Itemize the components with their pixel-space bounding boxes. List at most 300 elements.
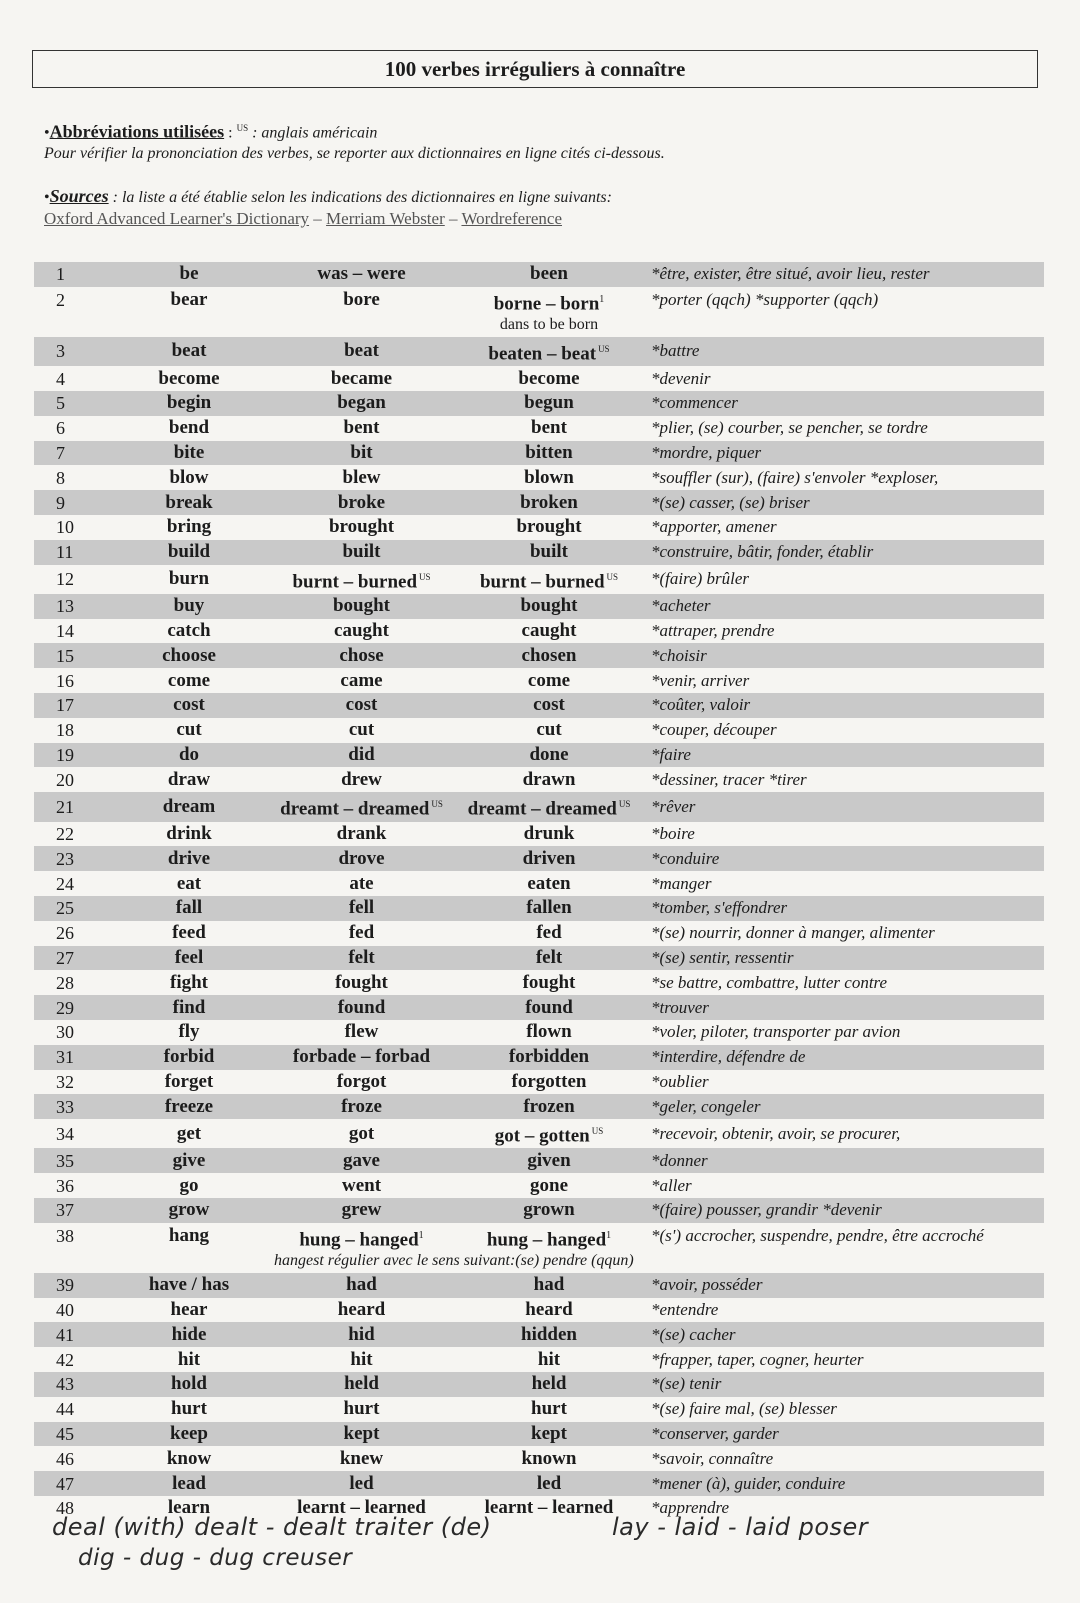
verb-number: 12 — [56, 569, 74, 590]
verb-past-participle: begun — [449, 391, 649, 416]
verb-french-meaning: *se battre, combattre, lutter contre — [651, 972, 888, 992]
verb-row — [34, 693, 1044, 718]
verb-french-meaning: *recevoir, obtenir, avoir, se procurer, — [651, 1123, 901, 1143]
handwritten-note-dig: dig - dug - dug creuser — [78, 1545, 353, 1571]
verb-past-simple: flew — [344, 1021, 379, 1043]
handwritten-note-deal: deal (with) dealt - dealt traiter (de) — [52, 1513, 492, 1541]
verb-base-form: buy — [104, 594, 274, 619]
verb-past-simple: kept — [274, 1422, 449, 1447]
verb-past-participle: beaten – beat $^{US}$ — [449, 337, 649, 366]
verb-french-meaning: *couper, découper — [651, 720, 777, 740]
verb-base-form: fight — [170, 971, 208, 993]
verb-row — [34, 767, 1044, 792]
abbrev-text: : anglais américain — [248, 124, 378, 142]
verb-past-participle: been — [449, 262, 649, 287]
verb-past-simple: dreamt – dreamed $^{US}$ — [274, 792, 449, 821]
verb-past-participle: kept — [449, 1422, 649, 1447]
verb-past-simple: bit — [274, 441, 449, 466]
verb-row — [34, 416, 1044, 441]
verb-french-meaning: *tomber, s'effondrer — [649, 896, 1044, 921]
verb-base-form: forget — [164, 1070, 214, 1092]
verb-number: 5 — [34, 391, 104, 416]
verb-row — [34, 1094, 1044, 1119]
verb-past-simple: hit — [350, 1348, 373, 1370]
verb-row — [34, 441, 1044, 466]
verb-past-simple: led — [274, 1471, 449, 1496]
verb-past-participle: cut — [536, 719, 562, 741]
verb-row — [34, 366, 1044, 391]
verb-french-meaning: *conserver, garder — [649, 1422, 1044, 1447]
verb-row — [34, 1397, 1044, 1422]
verb-row — [34, 594, 1044, 619]
verb-base-form: hang — [168, 1224, 210, 1246]
source-oxford: Oxford Advanced Learner's Dictionary — [44, 209, 310, 229]
verb-row — [34, 668, 1044, 693]
verb-past-simple: burnt – burned $^{US}$ — [292, 570, 431, 592]
verb-french-meaning: *interdire, défendre de — [649, 1045, 1044, 1070]
verb-row — [34, 643, 1044, 668]
verb-row — [34, 995, 1044, 1020]
verb-row — [34, 1322, 1044, 1347]
verb-number: 47 — [34, 1471, 104, 1496]
verb-french-meaning: *conduire — [649, 846, 1044, 871]
verb-base-form: go — [179, 1174, 199, 1196]
verb-row — [34, 822, 1044, 847]
verb-past-simple: got — [348, 1122, 375, 1144]
verb-number: 22 — [56, 823, 74, 844]
verb-number: 27 — [34, 946, 104, 971]
us-mark: US — [591, 1126, 604, 1137]
verb-french-meaning: *(se) sentir, ressentir — [649, 946, 1044, 971]
verb-french-meaning: *oublier — [651, 1071, 709, 1091]
verb-base-form: break — [104, 490, 274, 515]
verb-number: 46 — [56, 1448, 74, 1469]
verb-number: 1 — [34, 262, 104, 287]
verb-past-simple: bought — [274, 594, 449, 619]
verb-base-form: begin — [104, 391, 274, 416]
verb-french-meaning: *manger — [651, 873, 712, 893]
verb-past-participle: bent — [531, 417, 567, 439]
verb-number: 25 — [34, 896, 104, 921]
verb-number: 24 — [56, 873, 74, 894]
verb-base-form: choose — [104, 643, 274, 668]
sources-text: : la liste a été établie selon les indications des dictionnaires en ligne suivants: — [108, 189, 612, 207]
verb-number: 40 — [56, 1300, 74, 1320]
verb-base-form: feed — [172, 922, 206, 944]
verb-number: 36 — [56, 1175, 74, 1196]
handwritten-note-lay: lay - laid - laid poser — [612, 1513, 869, 1541]
verb-past-simple: came — [340, 669, 383, 691]
verb-number: 3 — [34, 337, 104, 366]
verb-base-form: know — [166, 1447, 212, 1469]
verb-base-form: give — [104, 1148, 274, 1173]
verb-past-participle: cost — [449, 693, 649, 718]
verb-french-meaning: *(se) faire mal, (se) blesser — [651, 1399, 837, 1419]
verb-number: 7 — [34, 441, 104, 466]
verb-number: 6 — [56, 418, 65, 439]
verb-base-form: keep — [104, 1422, 274, 1447]
verb-past-simple: felt — [274, 946, 449, 971]
verb-base-form: cost — [104, 693, 274, 718]
verb-past-simple: ate — [349, 872, 374, 894]
verb-row — [34, 1173, 1044, 1198]
verb-base-form: be — [104, 262, 274, 287]
verb-past-simple: did — [274, 743, 449, 768]
verb-french-meaning: *avoir, posséder — [649, 1273, 1044, 1298]
verb-french-meaning: *mener (à), guider, conduire — [649, 1471, 1044, 1496]
abbrev-label: Abbréviations utilisées — [49, 121, 225, 142]
verb-french-meaning: *frapper, taper, cogner, heurter — [651, 1349, 864, 1369]
verb-past-participle: fallen — [449, 896, 649, 921]
verb-past-simple: went — [341, 1174, 382, 1196]
verb-past-participle: drawn — [522, 768, 576, 790]
verb-number: 37 — [34, 1198, 104, 1223]
verb-past-participle: learnt – learned — [484, 1497, 614, 1519]
verb-base-form: lead — [104, 1471, 274, 1496]
verb-past-simple: knew — [339, 1447, 384, 1469]
verb-past-participle: dreamt – dreamed $^{US}$ — [449, 792, 649, 821]
verb-base-form: hurt — [171, 1398, 207, 1420]
verb-row — [34, 1347, 1044, 1372]
sources-label: Sources — [49, 186, 109, 207]
verb-base-form: do — [104, 743, 274, 768]
verb-base-form: bring — [166, 516, 212, 538]
verb-base-form: get — [176, 1122, 202, 1144]
verb-past-simple: forgot — [336, 1070, 387, 1092]
verb-number: 11 — [34, 540, 104, 565]
verb-number: 31 — [34, 1045, 104, 1070]
verb-past-simple: cut — [348, 719, 375, 741]
verb-past-participle: gone — [530, 1174, 568, 1196]
verb-past-participle: chosen — [449, 643, 649, 668]
verb-french-meaning: *rêver — [649, 792, 1044, 821]
verb-row — [34, 921, 1044, 946]
verb-french-meaning: *(faire) pousser, grandir *devenir — [649, 1198, 1044, 1223]
verb-past-participle: bitten — [449, 441, 649, 466]
verb-number: 19 — [34, 743, 104, 768]
verb-past-participle: fed — [536, 922, 562, 944]
verb-past-participle: done — [449, 743, 649, 768]
verb-past-participle: bought — [449, 594, 649, 619]
verb-row — [34, 1298, 1044, 1323]
verb-number: 21 — [34, 792, 104, 821]
verb-table — [34, 262, 1044, 1521]
verb-row — [34, 1223, 1044, 1273]
verb-french-meaning: *être, exister, être situé, avoir lieu, rester — [649, 262, 1044, 287]
verb-number: 15 — [34, 643, 104, 668]
verb-row — [34, 1273, 1044, 1298]
verb-past-participle: caught — [521, 620, 577, 642]
verb-number: 20 — [56, 769, 74, 790]
verb-base-form: learn — [167, 1497, 211, 1519]
verb-number: 18 — [56, 720, 74, 741]
sources-list: Oxford Advanced Learner's Dictionary – Merriam Webster – Wordreference — [44, 209, 563, 229]
verb-number: 14 — [56, 621, 74, 642]
verb-french-meaning: *(se) tenir — [649, 1372, 1044, 1397]
verb-past-simple: hung – hanged$^1$ hangest régulier avec le sens suivant:(se) pendre (qqun) — [274, 1229, 634, 1270]
verb-past-simple: built — [274, 540, 449, 565]
verb-past-simple: learnt – learned — [297, 1497, 426, 1519]
verb-past-participle: held — [449, 1372, 649, 1397]
verb-french-meaning: *construire, bâtir, fonder, établir — [649, 540, 1044, 565]
verb-number: 48 — [56, 1498, 74, 1519]
verb-base-form: catch — [167, 620, 211, 642]
verb-past-participle: hurt — [531, 1398, 567, 1420]
verb-number: 10 — [56, 517, 74, 538]
verb-base-form: grow — [104, 1198, 274, 1223]
verb-french-meaning: *donner — [649, 1148, 1044, 1173]
verb-french-meaning: *apporter, amener — [651, 517, 777, 537]
verb-past-simple: brought — [328, 516, 395, 538]
verb-past-participle: forgotten — [511, 1070, 587, 1092]
verb-french-meaning: *aller — [651, 1175, 692, 1195]
verb-number: 35 — [34, 1148, 104, 1173]
verb-past-participle: known — [521, 1447, 577, 1469]
us-mark: US — [606, 571, 619, 582]
verb-french-meaning: *battre — [649, 337, 1044, 366]
verb-past-simple: bent — [343, 417, 380, 439]
source-merriam-webster: Merriam Webster — [326, 209, 445, 229]
verb-french-meaning: *apprendre — [651, 1498, 730, 1518]
verb-past-participle: eaten — [527, 872, 571, 894]
verb-french-meaning: *choisir — [649, 643, 1044, 668]
verb-past-simple: found — [274, 995, 449, 1020]
verb-past-simple: held — [274, 1372, 449, 1397]
verb-row — [34, 515, 1044, 540]
verb-past-participle: become — [518, 367, 580, 389]
verb-number: 33 — [34, 1094, 104, 1119]
verb-french-meaning: *devenir — [651, 368, 711, 388]
verb-base-form: hide — [104, 1322, 274, 1347]
verb-row — [34, 1372, 1044, 1397]
verb-french-meaning: *attraper, prendre — [651, 621, 775, 641]
verb-base-form: beat — [104, 337, 274, 366]
verb-row — [34, 946, 1044, 971]
verb-past-simple: broke — [274, 490, 449, 515]
verb-row — [34, 846, 1044, 871]
verb-past-participle: broken — [449, 490, 649, 515]
sources-line: •Sources : la liste a été établie selon les indications des dictionnaires en ligne suivants: — [44, 186, 612, 207]
verb-base-form: burn — [168, 568, 210, 590]
verb-base-form: find — [104, 995, 274, 1020]
verb-past-participle: fought — [522, 971, 576, 993]
verb-past-participle: led — [449, 1471, 649, 1496]
verb-row — [34, 262, 1044, 287]
verb-base-form: build — [104, 540, 274, 565]
verb-french-meaning: *faire — [649, 743, 1044, 768]
verb-past-participle: heard — [525, 1299, 573, 1320]
verb-past-simple: froze — [274, 1094, 449, 1119]
verb-french-meaning: *dessiner, tracer *tirer — [651, 769, 807, 789]
abbreviations-line: •Abbréviations utilisées : $^{US}$ : anglais américain — [44, 121, 378, 142]
verb-french-meaning: *geler, congeler — [649, 1094, 1044, 1119]
verb-past-participle: burnt – burned $^{US}$ — [479, 570, 619, 592]
verb-number: 23 — [34, 846, 104, 871]
verb-row — [34, 1148, 1044, 1173]
page-title-text: 100 verbes irréguliers à connaître — [384, 56, 686, 81]
verb-french-meaning: *savoir, connaître — [651, 1448, 774, 1468]
verb-base-form: come — [167, 669, 211, 691]
verb-past-simple: drove — [274, 846, 449, 871]
verb-past-simple: hid — [274, 1322, 449, 1347]
verb-number: 44 — [56, 1399, 74, 1420]
verb-base-form: dream — [104, 792, 274, 821]
verb-past-participle: driven — [449, 846, 649, 871]
verb-base-form: fall — [104, 896, 274, 921]
verb-row — [34, 896, 1044, 921]
verb-french-meaning: *porter (qqch) *supporter (qqch) — [651, 289, 879, 309]
verb-row — [34, 490, 1044, 515]
verb-row — [34, 1471, 1044, 1496]
verb-base-form: eat — [176, 872, 202, 894]
verb-past-participle: blown — [524, 466, 574, 488]
verb-row — [34, 743, 1044, 768]
verb-past-simple: drew — [341, 768, 382, 790]
verb-row — [34, 1070, 1044, 1095]
verb-row — [34, 792, 1044, 821]
verb-past-simple: hurt — [343, 1398, 380, 1420]
verb-base-form: hit — [177, 1348, 201, 1370]
verb-past-participle: found — [449, 995, 649, 1020]
verb-past-participle: come — [527, 669, 571, 691]
verb-past-participle: hung – hanged$^1$ — [486, 1229, 612, 1251]
verb-past-participle: felt — [449, 946, 649, 971]
verb-row — [34, 337, 1044, 366]
verb-past-simple: had — [274, 1273, 449, 1298]
verb-number: 39 — [34, 1273, 104, 1298]
verb-base-form: forbid — [104, 1045, 274, 1070]
verb-row — [34, 871, 1044, 896]
verb-past-participle: got – gotten $^{US}$ — [494, 1125, 604, 1147]
verb-past-simple: gave — [274, 1148, 449, 1173]
verb-base-form: bite — [104, 441, 274, 466]
verb-row — [34, 619, 1044, 644]
verb-base-form: bear — [170, 288, 208, 310]
verb-french-meaning: *coûter, valoir — [649, 693, 1044, 718]
verb-number: 30 — [56, 1022, 74, 1043]
verb-row — [34, 1198, 1044, 1223]
page-title — [32, 50, 1038, 88]
verb-past-simple: blew — [342, 466, 381, 488]
verb-past-simple: beat — [274, 337, 449, 366]
verb-base-form: cut — [176, 719, 202, 741]
verb-number: 42 — [56, 1349, 74, 1370]
verb-number: 28 — [56, 972, 74, 993]
verb-base-form: hold — [104, 1372, 274, 1397]
verb-past-simple: began — [274, 391, 449, 416]
verb-french-meaning: *boire — [651, 823, 695, 843]
verb-row — [34, 1119, 1044, 1148]
verb-base-form: blow — [169, 466, 209, 488]
verb-past-simple: fed — [348, 922, 375, 944]
source-wordreference: Wordreference — [461, 209, 563, 229]
us-mark: US — [419, 571, 431, 582]
verb-past-participle: frozen — [449, 1094, 649, 1119]
verb-number: 16 — [56, 670, 74, 691]
participle-note: dans to be born — [499, 316, 599, 334]
verb-number: 41 — [34, 1322, 104, 1347]
verb-number: 4 — [56, 368, 65, 389]
us-mark: US — [236, 123, 249, 133]
verb-french-meaning: *(faire) brûler — [651, 569, 750, 589]
verb-row — [34, 465, 1044, 490]
us-mark: US — [431, 799, 443, 810]
verb-base-form: have / has — [104, 1273, 274, 1298]
verb-past-participle: given — [449, 1148, 649, 1173]
verb-row — [34, 540, 1044, 565]
verb-french-meaning: *(s') accrocher, suspendre, pendre, être accroché — [651, 1225, 984, 1245]
verb-past-participle: hit — [537, 1348, 561, 1370]
verb-number: 2 — [56, 289, 65, 310]
verb-past-participle: grown — [449, 1198, 649, 1223]
verb-row — [34, 970, 1044, 995]
verb-past-participle: brought — [516, 516, 582, 538]
verb-past-participle: had — [449, 1273, 649, 1298]
verb-number: 34 — [56, 1123, 74, 1144]
us-mark: US — [618, 799, 631, 810]
verb-base-form: become — [158, 367, 220, 389]
verb-past-simple: became — [330, 367, 393, 389]
verb-row — [34, 1422, 1044, 1447]
verb-past-simple: grew — [274, 1198, 449, 1223]
verb-number: 43 — [34, 1372, 104, 1397]
verb-french-meaning: *mordre, piquer — [649, 441, 1044, 466]
us-mark: US — [598, 343, 610, 354]
row-note: hangest régulier avec le sens suivant:(se) pendre (qqun) — [274, 1252, 634, 1270]
verb-row — [34, 718, 1044, 743]
verb-base-form: drive — [104, 846, 274, 871]
verb-french-meaning: *(se) casser, (se) briser — [649, 490, 1044, 515]
verb-number: 26 — [56, 923, 74, 944]
verb-base-form: draw — [167, 768, 211, 790]
verb-number: 8 — [56, 467, 65, 488]
verb-row — [34, 391, 1044, 416]
verb-base-form: bend — [168, 417, 210, 439]
pronunciation-note: Pour vérifier la prononciation des verbes, se reporter aux dictionnaires en ligne cités ci-dessous. — [44, 145, 665, 163]
verb-base-form: fly — [178, 1021, 200, 1043]
verb-row — [34, 1446, 1044, 1471]
verb-past-participle: forbidden — [449, 1045, 649, 1070]
verb-french-meaning: *commencer — [649, 391, 1044, 416]
verb-number: 32 — [56, 1071, 74, 1092]
verb-french-meaning: *plier, (se) courber, se pencher, se tordre — [651, 418, 928, 438]
verb-row — [34, 1020, 1044, 1045]
verb-number: 17 — [34, 693, 104, 718]
verb-row — [34, 287, 1044, 337]
verb-french-meaning: *voler, piloter, transporter par avion — [651, 1022, 901, 1042]
verb-french-meaning: *trouver — [649, 995, 1044, 1020]
verb-past-participle: drunk — [523, 822, 575, 844]
verb-past-simple: fell — [274, 896, 449, 921]
verb-past-simple: drank — [336, 822, 387, 844]
verb-past-simple: was – were — [274, 262, 449, 287]
verb-past-simple: chose — [274, 643, 449, 668]
verb-past-simple: fought — [335, 971, 388, 993]
verb-table-body — [34, 262, 1044, 1521]
verb-past-simple: caught — [334, 620, 389, 642]
verb-past-simple: bore — [343, 288, 380, 310]
verb-number: 9 — [34, 490, 104, 515]
verb-french-meaning: *entendre — [651, 1300, 719, 1319]
verb-base-form: hear — [170, 1299, 208, 1320]
verb-number: 45 — [34, 1422, 104, 1447]
verb-row — [34, 565, 1044, 594]
verb-past-simple: heard — [337, 1299, 386, 1320]
verb-past-participle: flown — [526, 1021, 572, 1043]
verb-row — [34, 1045, 1044, 1070]
verb-past-participle: borne – born$^1$ dans to be born — [449, 287, 649, 337]
verb-number: 29 — [34, 995, 104, 1020]
